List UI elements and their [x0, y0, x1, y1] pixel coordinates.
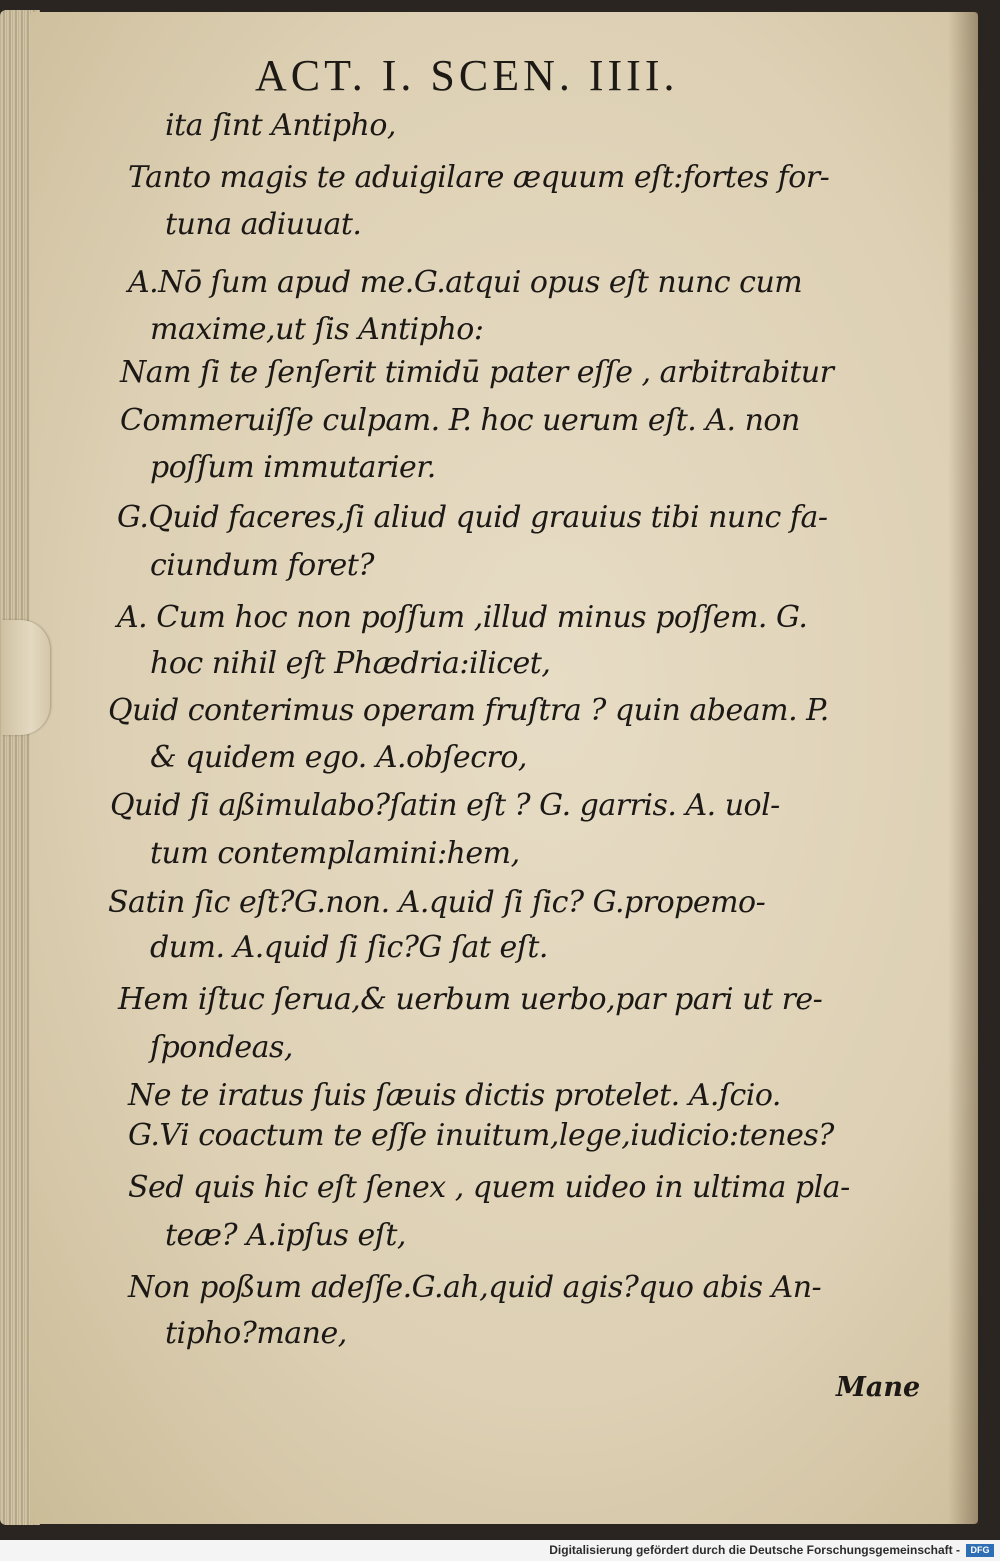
text-line-25: Non poßum adeſſe.G.ah,quid agis?quo abis An- — [128, 1270, 822, 1305]
text-line-2: Tanto magis te aduigilare æquum eſt:fortes for- — [128, 160, 830, 195]
text-line-5: maxime,ut ſis Antipho: — [150, 312, 484, 347]
text-line-21: Ne te iratus ſuis ſæuis dictis protelet. A.ſcio. — [128, 1078, 781, 1113]
text-line-20: ſpondeas, — [150, 1030, 293, 1065]
funding-credit: Digitalisierung gefördert durch die Deutsche Forschungsgemeinschaft - — [549, 1543, 960, 1557]
digitization-footer — [0, 1540, 1000, 1561]
text-line-18: dum. A.quid ſi ſic?G ſat eſt. — [150, 930, 548, 965]
text-line-11: A. Cum hoc non poſſum ,illud minus poſſem. G. — [117, 600, 808, 635]
text-line-24: teæ? A.ipſus eſt, — [165, 1218, 406, 1253]
text-line-10: ciundum foret? — [150, 548, 374, 583]
text-line-16: tum contemplamini:hem, — [150, 836, 520, 871]
text-line-15: Quid ſi aßimulabo?ſatin eſt ? G. garris. A. uol- — [110, 788, 780, 823]
text-line-1: ita ſint Antipho, — [165, 108, 396, 143]
dfg-logo: DFG — [966, 1544, 994, 1557]
text-line-7: Commeruiſſe culpam. P. hoc uerum eſt. A. non — [120, 403, 800, 438]
text-line-12: hoc nihil eſt Phædria:ilicet, — [150, 646, 551, 681]
text-line-17: Satin ſic eſt?G.non. A.quid ſi ſic? G.propemo- — [108, 885, 766, 920]
text-line-13: Quid conterimus operam fruſtra ? quin abeam. P. — [108, 693, 829, 728]
text-line-23: Sed quis hic eſt ſenex , quem uideo in ultima pla- — [128, 1170, 850, 1205]
running-head: ACT. I. SCEN. IIII. — [255, 51, 679, 100]
text-line-22: G.Vi coactum te eſſe inuitum,lege,iudicio:tenes? — [128, 1118, 834, 1153]
catchword: Mane — [836, 1372, 921, 1403]
text-line-3: tuna adiuuat. — [165, 207, 362, 242]
text-line-19: Hem iſtuc ſerua,& uerbum uerbo,par pari ut re- — [118, 982, 823, 1017]
page-gutter-shadow — [948, 12, 978, 1524]
text-line-4: A.Nō ſum apud me.G.atqui opus eſt nunc cum — [128, 265, 803, 300]
text-line-9: G.Quid faceres,ſi aliud quid grauius tibi nunc fa- — [117, 500, 828, 535]
thumb-index-tab — [2, 620, 50, 735]
text-line-6: Nam ſi te ſenſerit timidū pater eſſe , arbitrabitur — [120, 355, 834, 390]
text-line-14: & quidem ego. A.obſecro, — [150, 740, 527, 775]
text-line-26: tipho?mane, — [165, 1316, 347, 1351]
text-line-8: poſſum immutarier. — [150, 450, 436, 485]
